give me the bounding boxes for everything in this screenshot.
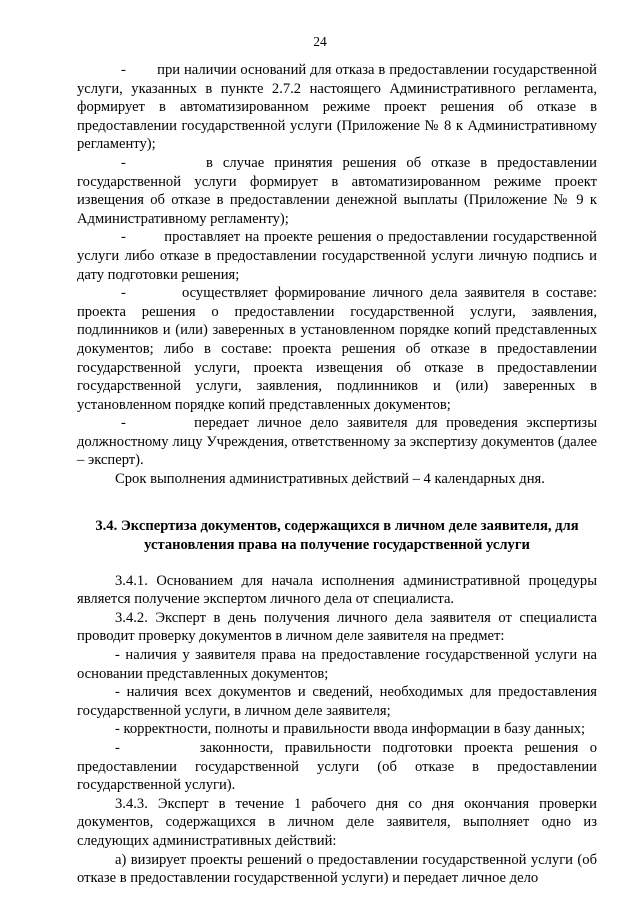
- paragraph-check-legality: - законности, правильности подготовки проекта решения о предоставлении государственной услуги (об отказе в предоставлении государственной услуги).: [77, 740, 597, 794]
- paragraph-3-4-1: 3.4.1. Основанием для начала исполнения административной процедуры является получение экспертом личного дела от специалиста.: [77, 572, 597, 608]
- paragraph-transfer-to-expert: - передает личное дело заявителя для проведения экспертизы должностному лицу Учреждения, ответственному за экспертизу документов (далее – эксперт).: [77, 415, 597, 469]
- paragraph-3-4-3: 3.4.3. Эксперт в течение 1 рабочего дня со дня окончания проверки документов, содержащихся в личном деле заявителя, выполняет одно из следующих административных действий:: [77, 795, 597, 849]
- paragraph-signature: - проставляет на проекте решения о предоставлении государственной услуги либо отказе в предоставлении государственной услуги личную подпись и дату подготовки решения;: [77, 229, 597, 283]
- paragraph-personal-file: - осуществляет формирование личного дела заявителя в составе: проекта решения о предоставлении государственной услуги, заявления, подлинников и (или) заверенных в установленном порядке копий представленных документов; либо в составе: проекта решения об отказе в предоставлении государственной услуги, проекта извещения об отказе в предоставлении государственной услуги, заявления, подлинников и (или) заверенных в установленном порядке копий представленных документов;: [77, 285, 597, 413]
- paragraph-check-data-entry: - корректности, полноты и правильности ввода информации в базу данных;: [115, 721, 586, 738]
- document-body: [77, 61, 597, 888]
- page-number: 24: [313, 34, 327, 49]
- paragraph-check-documents: - наличия всех документов и сведений, необходимых для предоставления государственной услуги, в личном деле заявителя;: [77, 684, 597, 719]
- section-heading: 3.4. Экспертиза документов, содержащихся в личном деле заявителя, для установления права на получение государственной услуги: [95, 517, 579, 553]
- paragraph-deadline: Срок выполнения административных действий – 4 календарных дня.: [115, 471, 545, 488]
- paragraph-check-right: - наличия у заявителя права на предоставление государственной услуги на основании представленных документов;: [77, 647, 597, 682]
- paragraph-refusal-draft: - при наличии оснований для отказа в предоставлении государственной услуги, указанных в пункте 2.7.2 настоящего Административного регламента, формирует в автоматизированном режиме проект решения об отказе в предоставлении государственной услуги (Приложение № 8 к Административному регламенту);: [77, 62, 597, 153]
- paragraph-item-a: а) визирует проекты решений о предоставлении государственной услуги (об отказе в предоставлении государственной услуги) и передает личное дело: [77, 851, 597, 887]
- paragraph-3-4-2: 3.4.2. Эксперт в день получения личного дела заявителя от специалиста проводит проверку документов в личном деле заявителя на предмет:: [77, 609, 597, 645]
- paragraph-refusal-notice: - в случае принятия решения об отказе в предоставлении государственной услуги формирует в автоматизированном режиме проект извещения об отказе в предоставлении денежной выплаты (Приложение № 9 к Административному регламенту);: [77, 154, 597, 227]
